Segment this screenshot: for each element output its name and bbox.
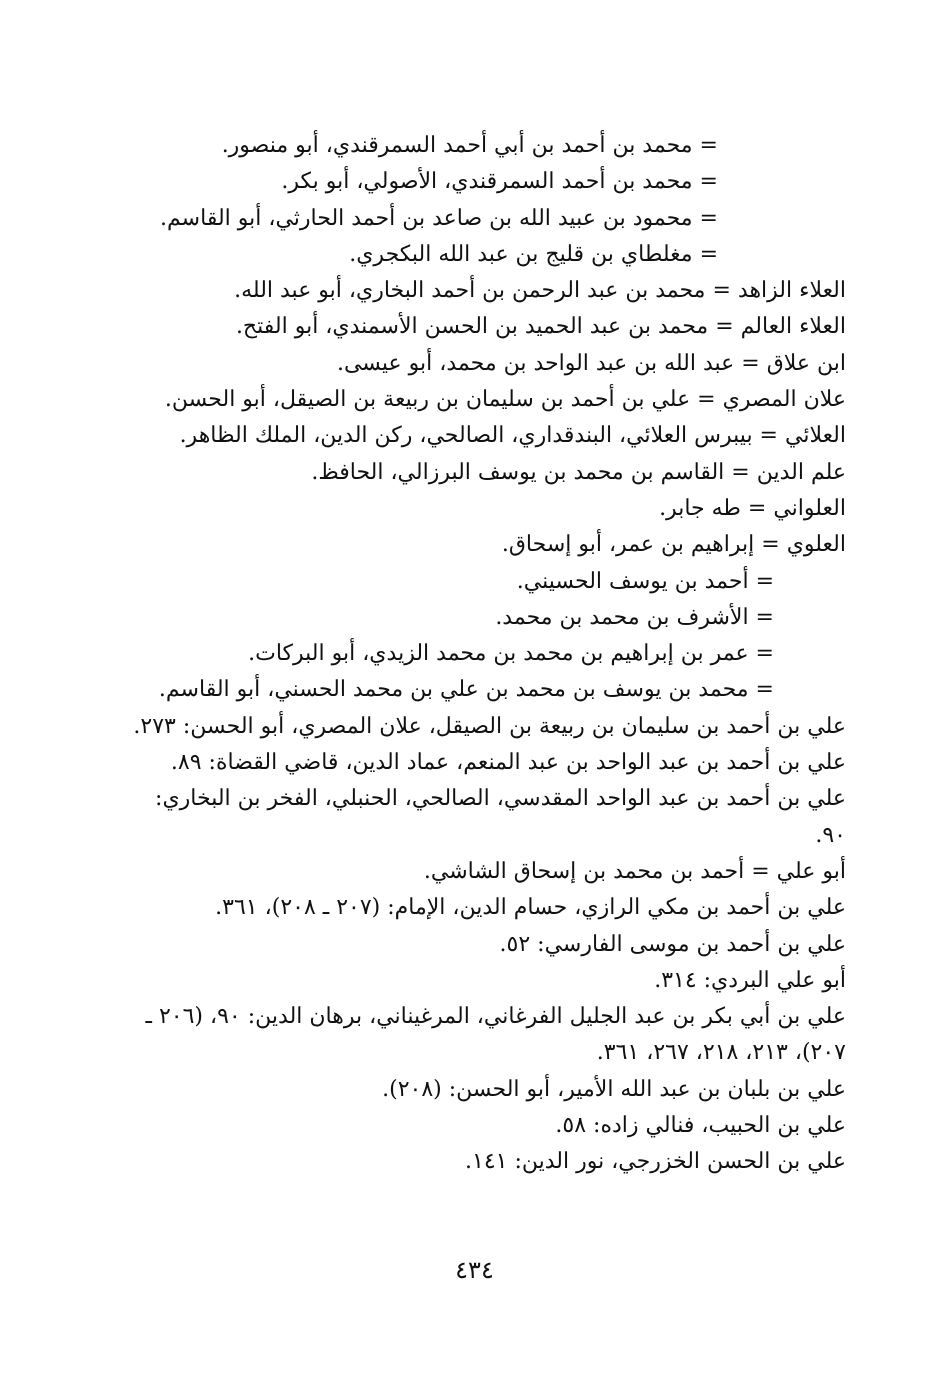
index-entry: علم الدين = القاسم بن محمد بن يوسف البرزالي، الحافظ. xyxy=(311,459,846,485)
index-entry: علي بن بلبان بن عبد الله الأمير، أبو الحسن: (٢٠٨). xyxy=(382,1076,846,1102)
index-entry: علان المصري = علي بن أحمد بن سليمان بن ربيعة بن الصيقل، أبو الحسن. xyxy=(164,387,846,413)
index-entry: علي بن أحمد بن عبد الواحد المقدسي، الصالحي، الحنبلي، الفخر بن البخاري: xyxy=(155,786,846,812)
index-entry: العلاء الزاهد = محمد بن عبد الرحمن بن أحمد البخاري، أبو عبد الله. xyxy=(234,278,846,304)
index-entry: أبو علي البردي: ٣١٤. xyxy=(654,967,846,993)
index-entry: = مغلطاي بن قليج بن عبد الله البكجري. xyxy=(349,241,718,267)
index-entry: علي بن أحمد بن موسى الفارسي: ٥٢. xyxy=(499,931,846,957)
index-entry: علي بن أبي بكر بن عبد الجليل الفرغاني، المرغيناني، برهان الدين: ٩٠، (٢٠٦ ـ xyxy=(145,1004,846,1030)
index-entry: = الأشرف بن محمد بن محمد. xyxy=(495,604,774,630)
index-entry: علي بن أحمد بن مكي الرازي، حسام الدين، الإمام: (٢٠٧ ـ ٢٠٨)، ٣٦١. xyxy=(215,895,846,921)
index-entry-continuation: ٢٠٧)، ٢١٣، ٢١٨، ٢٦٧، ٣٦١. xyxy=(596,1040,846,1066)
index-entry: علي بن أحمد بن سليمان بن ربيعة بن الصيقل، علان المصري، أبو الحسن: ٢٧٣. xyxy=(133,713,846,739)
index-entry: ابن علاق = عبد الله بن عبد الواحد بن محمد، أبو عيسى. xyxy=(336,350,846,376)
page-number: ٤٣٤ xyxy=(455,1256,494,1284)
index-entry: = محمد بن أحمد بن أبي أحمد السمرقندي، أبو منصور. xyxy=(221,133,718,158)
index-entry: العلوي = إبراهيم بن عمر، أبو إسحاق. xyxy=(501,532,846,558)
index-entries xyxy=(128,128,846,1181)
index-entry: = محمد بن أحمد السمرقندي، الأصولي، أبو بكر. xyxy=(281,169,718,195)
index-entry: العلواني = طه جابر. xyxy=(659,495,846,521)
index-entry: العلاء العالم = محمد بن عبد الحميد بن الحسن الأسمندي، أبو الفتح. xyxy=(235,314,846,340)
index-entry: العلائي = بيبرس العلائي، البندقداري، الصالحي، ركن الدين، الملك الظاهر. xyxy=(179,423,846,449)
index-entry: علي بن الحسن الخزرجي، نور الدين: ١٤١. xyxy=(465,1149,846,1175)
index-entry: = محمد بن يوسف بن محمد بن علي بن محمد الحسني، أبو القاسم. xyxy=(158,677,774,703)
index-entry-continuation: ٩٠. xyxy=(815,822,846,848)
index-entry: = محمود بن عبيد الله بن صاعد بن أحمد الحارثي، أبو القاسم. xyxy=(160,205,718,231)
index-entry: = عمر بن إبراهيم بن محمد بن محمد الزيدي، أبو البركات. xyxy=(248,641,774,667)
index-entry: = أحمد بن يوسف الحسيني. xyxy=(516,568,774,594)
index-entry: علي بن الحبيب، فنالي زاده: ٥٨. xyxy=(555,1113,846,1139)
index-entry: علي بن أحمد بن عبد الواحد بن عبد المنعم، عماد الدين، قاضي القضاة: ٨٩. xyxy=(170,750,846,776)
index-entry: أبو علي = أحمد بن محمد بن إسحاق الشاشي. xyxy=(423,858,846,884)
